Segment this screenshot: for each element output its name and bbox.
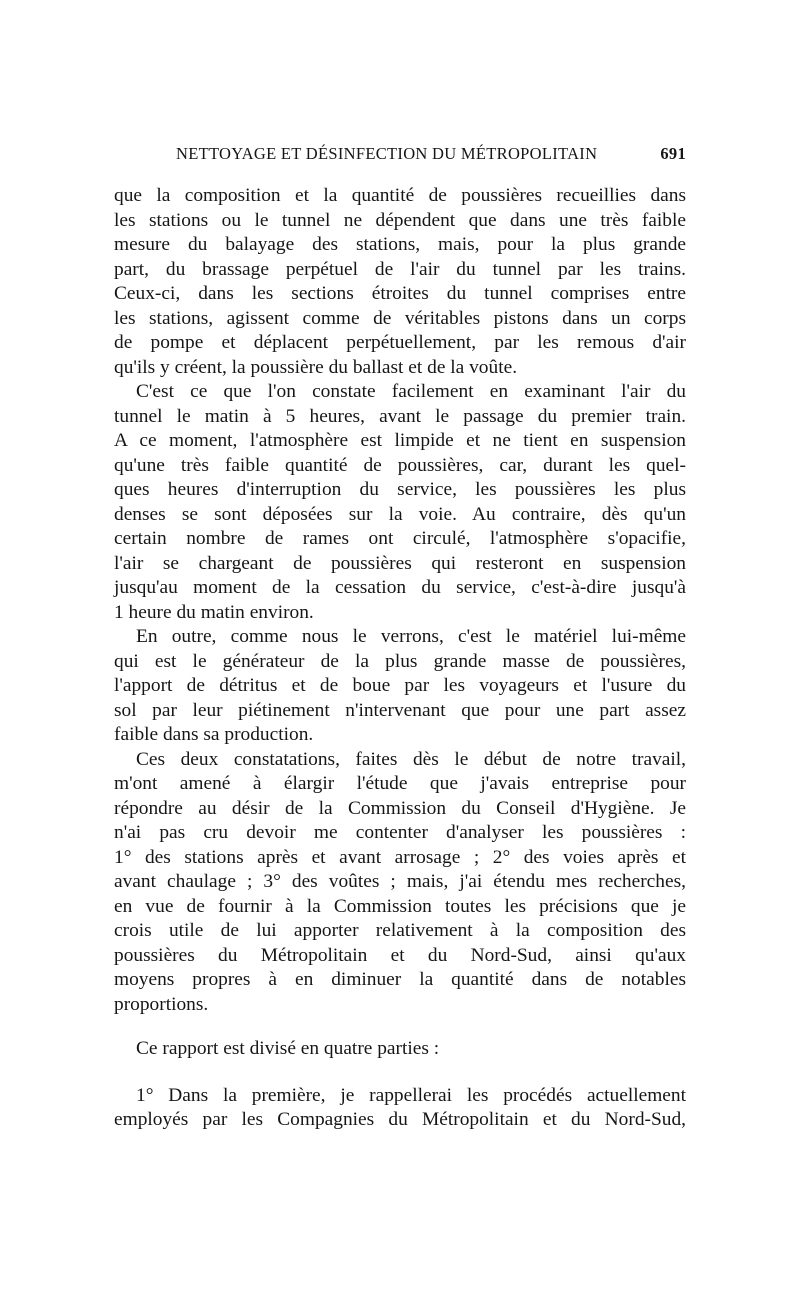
running-title: NETTOYAGE ET DÉSINFECTION DU MÉTROPOLITAIN bbox=[176, 144, 598, 163]
text-line: proportions. bbox=[114, 993, 209, 1015]
text-line: que la composition et la quantité de poussières recueillies dans bbox=[114, 185, 686, 206]
text-line: qu'ils y créent, la poussière du ballast et de la voûte. bbox=[114, 356, 518, 378]
text-line: de pompe et déplacent perpétuellement, par les remous d'air bbox=[114, 332, 686, 353]
text-line: certain nombre de rames ont circulé, l'atmosphère s'opacifie, bbox=[114, 528, 686, 549]
text-line: part, du brassage perpétuel de l'air du tunnel par les trains. bbox=[114, 258, 686, 280]
text-line: qu'une très faible quantité de poussières, car, durant les quel- bbox=[114, 454, 686, 476]
text-line: répondre au désir de la Commission du Conseil d'Hygiène. Je bbox=[114, 797, 686, 819]
text-line: avant chaulage ; 3° des voûtes ; mais, j'ai étendu mes recherches, bbox=[114, 871, 686, 892]
text-line: les stations ou le tunnel ne dépendent que dans une très faible bbox=[114, 209, 686, 231]
text-line: qui est le générateur de la plus grande masse de poussières, bbox=[114, 650, 686, 672]
text-line: C'est ce que l'on constate facilement en examinant l'air du bbox=[136, 381, 686, 402]
paragraph bbox=[114, 625, 686, 748]
text-line: 1° Dans la première, je rappellerai les procédés actuellement bbox=[136, 1084, 686, 1106]
text-line: l'air se chargeant de poussières qui resteront en suspension bbox=[114, 552, 686, 574]
paragraph bbox=[114, 748, 686, 1018]
text-line: 1° des stations après et avant arrosage ; 2° des voies après et bbox=[114, 846, 686, 868]
text-line: mesure du balayage des stations, mais, pour la plus grande bbox=[114, 234, 686, 255]
text-line: Ceux-ci, dans les sections étroites du tunnel comprises entre bbox=[114, 283, 686, 304]
text-line: jusqu'au moment de la cessation du service, c'est-à-dire jusqu'à bbox=[114, 577, 686, 598]
text-line: employés par les Compagnies du Métropolitain et du Nord-Sud, bbox=[114, 1109, 686, 1130]
paragraph bbox=[114, 184, 686, 380]
text-line: en vue de fournir à la Commission toutes les précisions que je bbox=[114, 895, 686, 917]
text-line: faible dans sa production. bbox=[114, 724, 314, 745]
paragraph bbox=[114, 1037, 686, 1062]
text-line: poussières du Métropolitain et du Nord-Sud, ainsi qu'aux bbox=[114, 944, 686, 966]
text-line: tunnel le matin à 5 heures, avant le passage du premier train. bbox=[114, 405, 686, 427]
text-line: l'apport de détritus et de boue par les voyageurs et l'usure du bbox=[114, 675, 686, 696]
text-line: moyens propres à en diminuer la quantité dans de notables bbox=[114, 969, 686, 990]
body-text bbox=[114, 184, 686, 1133]
paragraph bbox=[114, 1084, 686, 1133]
paragraph bbox=[114, 380, 686, 625]
text-line: m'ont amené à élargir l'étude que j'avais entreprise pour bbox=[114, 773, 686, 794]
text-line: crois utile de lui apporter relativement à la composition des bbox=[114, 920, 686, 941]
text-line: denses se sont déposées sur la voie. Au contraire, dès qu'un bbox=[114, 503, 686, 525]
text-line: Ces deux constatations, faites dès le début de notre travail, bbox=[136, 748, 686, 770]
text-line: A ce moment, l'atmosphère est limpide et ne tient en suspension bbox=[114, 430, 686, 451]
text-line: ques heures d'interruption du service, les poussières les plus bbox=[114, 479, 686, 500]
text-line: En outre, comme nous le verrons, c'est le matériel lui-même bbox=[136, 626, 686, 647]
paragraph-spacer bbox=[114, 1062, 686, 1084]
text-line: sol par leur piétinement n'intervenant que pour une part assez bbox=[114, 699, 686, 721]
text-line: Ce rapport est divisé en quatre parties : bbox=[136, 1038, 440, 1059]
paragraph-spacer bbox=[114, 1017, 686, 1037]
text-line: les stations, agissent comme de véritables pistons dans un corps bbox=[114, 307, 686, 329]
text-line: n'ai pas cru devoir me contenter d'analyser les poussières : bbox=[114, 822, 686, 843]
page-number: 691 bbox=[660, 144, 686, 163]
text-line: 1 heure du matin environ. bbox=[114, 601, 314, 623]
